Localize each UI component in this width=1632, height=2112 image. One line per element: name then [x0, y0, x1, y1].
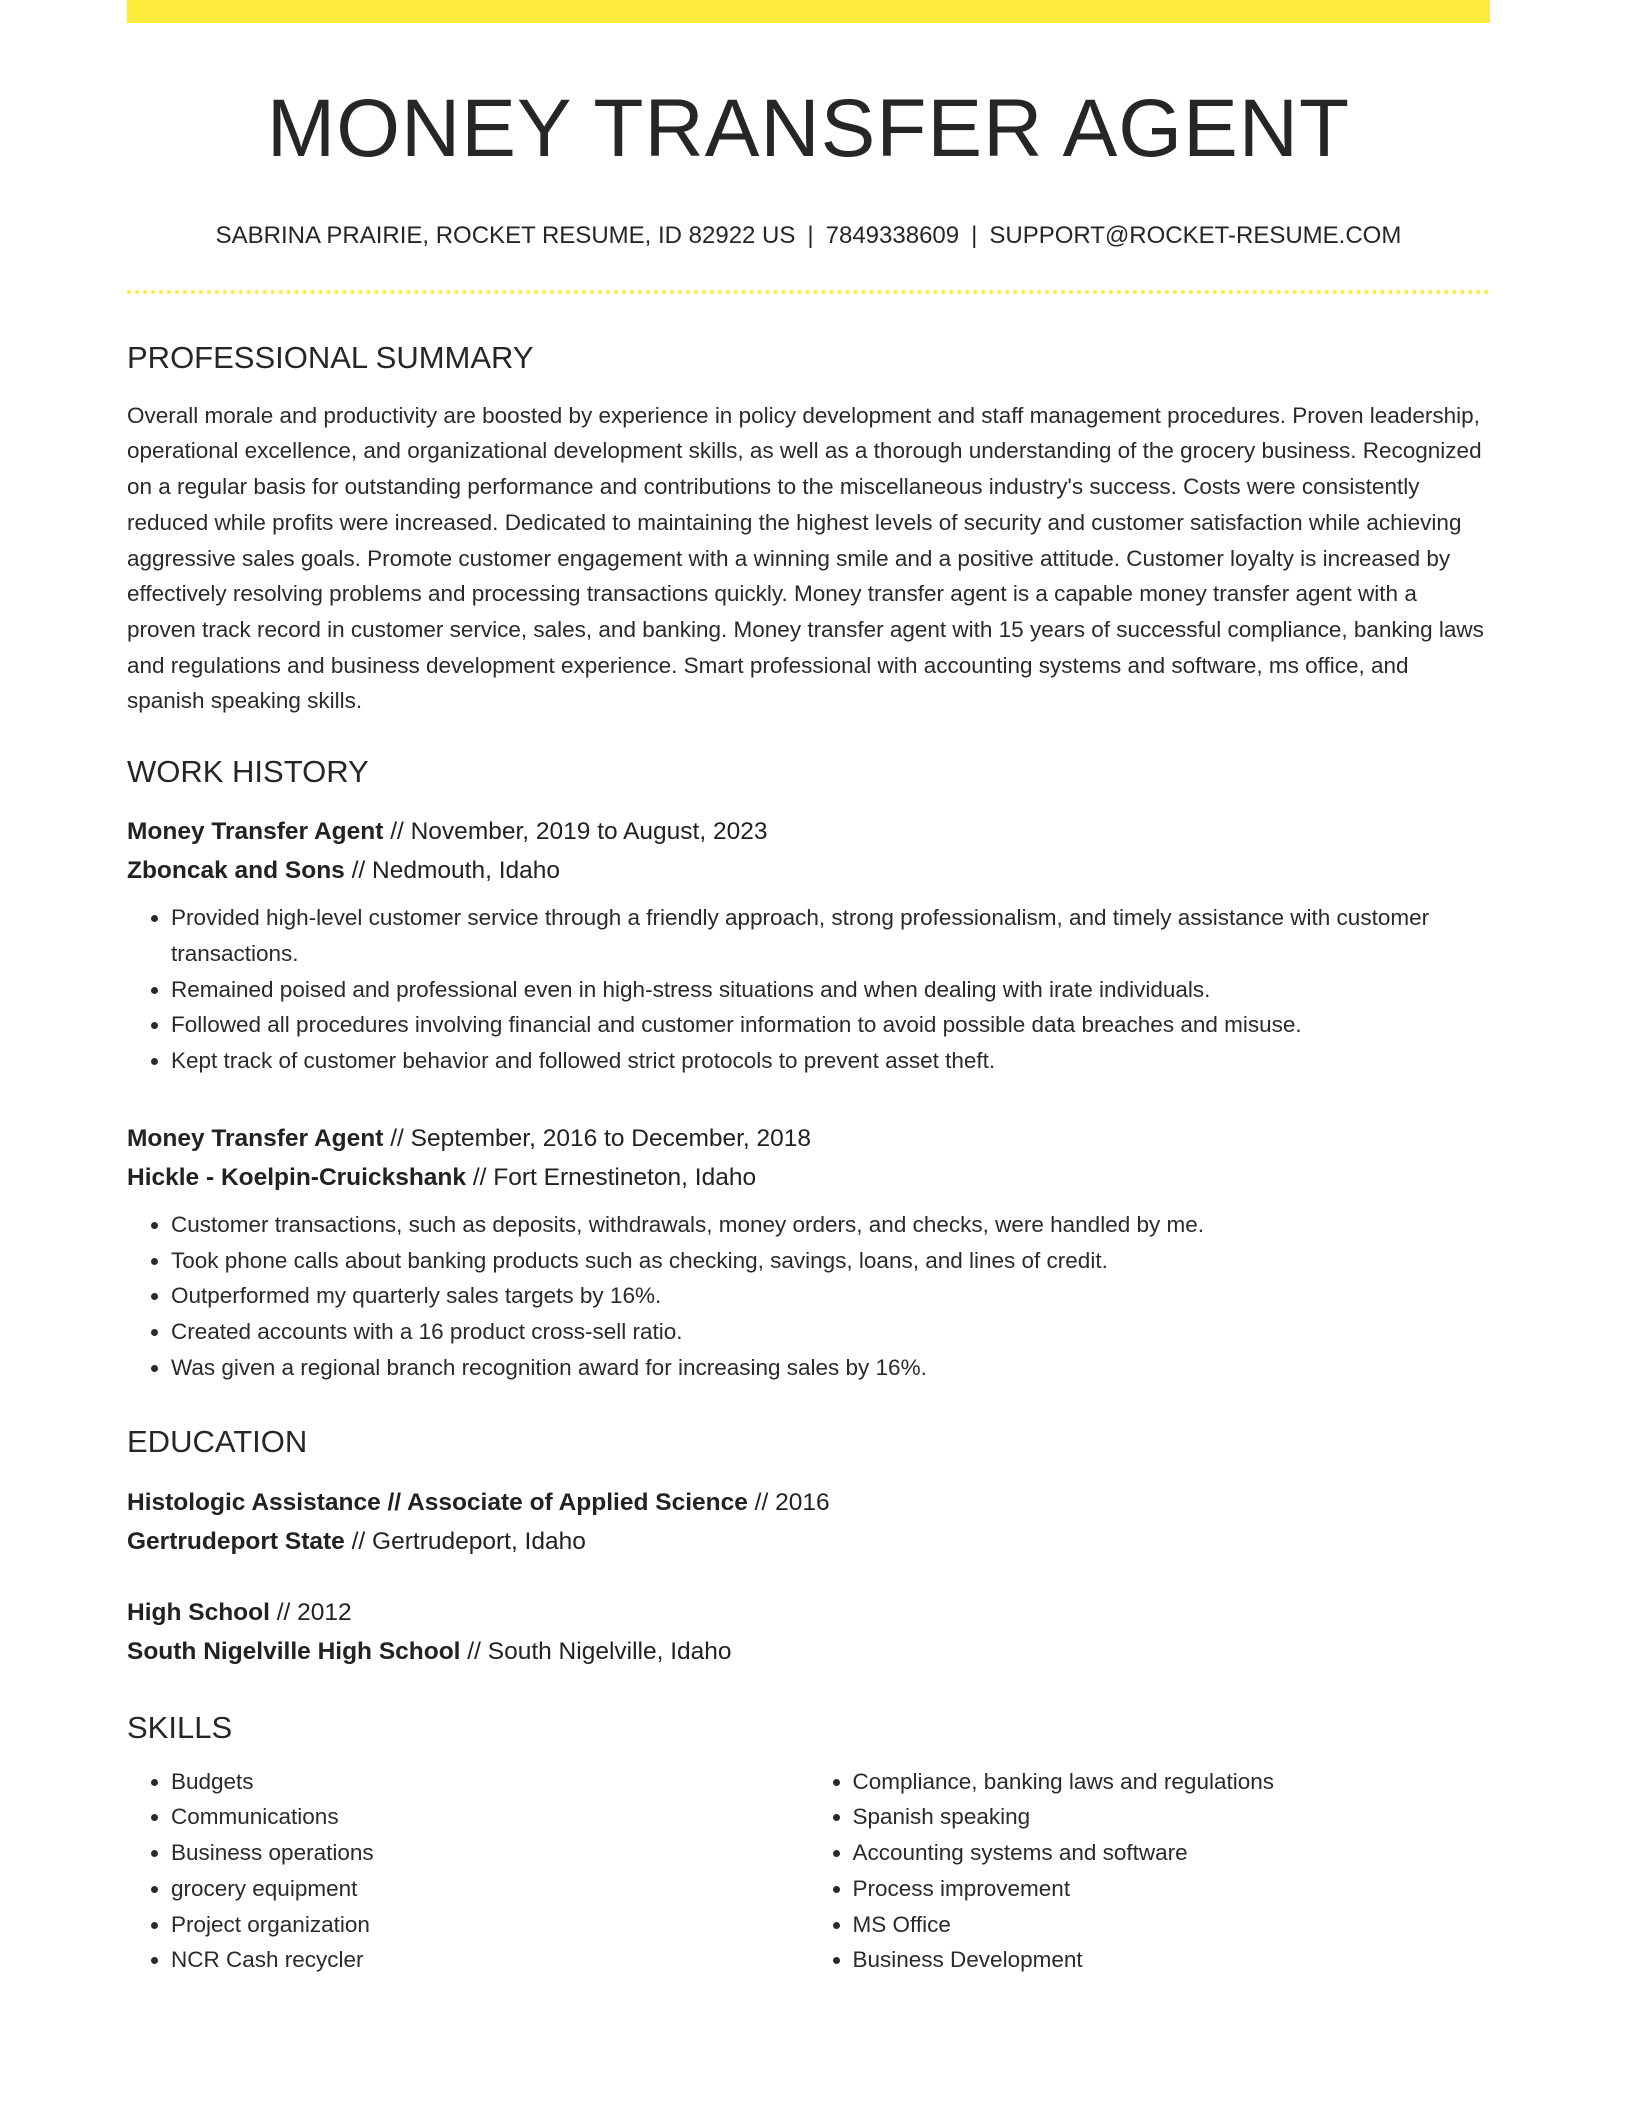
job-bullet: • Outperformed my quarterly sales targets by 16%. — [171, 1278, 1490, 1314]
job-dates: // September, 2016 to December, 2018 — [383, 1124, 812, 1152]
education-school: South Nigelville High School — [127, 1637, 461, 1665]
skills-list-left — [127, 1764, 809, 1978]
resume-name: MONEY TRANSFER AGENT — [266, 83, 1351, 174]
job-bullet: • Created accounts with a 16 product cross-sell ratio. — [171, 1314, 1490, 1350]
job-company-line — [127, 1158, 1490, 1197]
summary-text: Overall morale and productivity are boosted by experience in policy development and staff management procedures. Proven leadership, operational excellence, and organizational development skills, as well as a thorough understanding of the grocery business. Recognized on a regular basis for outstanding performance and contributions to the miscellaneous industry's success. Costs were consistently reduced while profits were increased. Dedicated to maintaining the highest levels of security and customer satisfaction while achieving aggressive sales goals. Promote customer engagement with a winning smile and a positive attitude. Customer loyalty is increased by effectively resolving problems and processing transactions quickly. Money transfer agent is a capable money transfer agent with a proven track record in customer service, sales, and banking. Money transfer agent with 15 years of successful compliance, banking laws and regulations and business development experience. Smart professional with accounting systems and software, ms office, and spanish speaking skills. — [127, 402, 1484, 714]
contact-separator: | — [971, 222, 978, 250]
education-location: // South Nigelville, Idaho — [460, 1637, 732, 1665]
job-dates: // November, 2019 to August, 2023 — [383, 818, 768, 846]
job-company-line — [127, 851, 1490, 890]
job-entry — [127, 812, 1490, 1079]
skill-item: • NCR Cash recycler — [171, 1942, 809, 1978]
education-year: // 2016 — [747, 1488, 830, 1516]
skills-heading: SKILLS — [127, 1709, 233, 1745]
education-entry — [127, 1483, 1490, 1561]
education-school-line — [127, 1632, 1490, 1671]
education-heading: EDUCATION — [127, 1424, 308, 1460]
job-bullets — [127, 900, 1490, 1079]
job-entry — [127, 1119, 1490, 1386]
contact-line — [127, 220, 1490, 251]
job-bullet: • Remained poised and professional even in high-stress situations and when dealing with irate individuals. — [171, 972, 1490, 1008]
education-entry — [127, 1593, 1490, 1671]
education-degree-line — [127, 1483, 1490, 1522]
dotted-divider — [127, 290, 1490, 294]
skill-item: • Business operations — [171, 1835, 809, 1871]
job-bullet: • Customer transactions, such as deposits, withdrawals, money orders, and checks, were handled by me. — [171, 1207, 1490, 1243]
job-bullet: • Took phone calls about banking products such as checking, savings, loans, and lines of credit. — [171, 1243, 1490, 1279]
skill-item: • Process improvement — [853, 1871, 1491, 1907]
job-location: // Fort Ernestineton, Idaho — [466, 1163, 757, 1191]
contact-email: SUPPORT@ROCKET-RESUME.COM — [989, 222, 1402, 250]
education-school: Gertrudeport State — [127, 1527, 345, 1555]
education-year: // 2012 — [269, 1598, 352, 1626]
contact-separator: | — [807, 222, 814, 250]
skill-item: • Communications — [171, 1799, 809, 1835]
skill-item: • Accounting systems and software — [853, 1835, 1491, 1871]
education-degree-line — [127, 1593, 1490, 1632]
education-location: // Gertrudeport, Idaho — [344, 1527, 586, 1555]
resume-page — [127, 0, 1490, 1978]
summary-heading: PROFESSIONAL SUMMARY — [127, 339, 534, 375]
skill-item: • grocery equipment — [171, 1871, 809, 1907]
skill-item: • Project organization — [171, 1907, 809, 1943]
job-role: Money Transfer Agent — [127, 1124, 384, 1152]
skill-item: • Spanish speaking — [853, 1799, 1491, 1835]
job-bullet: • Kept track of customer behavior and followed strict protocols to prevent asset theft. — [171, 1043, 1490, 1079]
skill-item: • Business Development — [853, 1942, 1491, 1978]
education-school-line — [127, 1522, 1490, 1561]
education-degree: High School — [127, 1598, 270, 1626]
job-company: Zboncak and Sons — [127, 857, 345, 885]
skills-columns — [127, 1764, 1490, 1978]
contact-phone: 7849338609 — [825, 222, 960, 250]
job-bullet: • Was given a regional branch recognition award for increasing sales by 16%. — [171, 1350, 1490, 1386]
contact-address: SABRINA PRAIRIE, ROCKET RESUME, ID 82922 US — [215, 222, 796, 250]
skill-item: • Compliance, banking laws and regulations — [853, 1764, 1491, 1800]
work-history-heading: WORK HISTORY — [127, 754, 369, 790]
job-bullets — [127, 1207, 1490, 1386]
job-company: Hickle - Koelpin-Cruickshank — [127, 1163, 467, 1191]
job-location: // Nedmouth, Idaho — [344, 857, 561, 885]
skills-list-right — [809, 1764, 1491, 1978]
job-title-line — [127, 812, 1490, 851]
skill-item: • Budgets — [171, 1764, 809, 1800]
skill-item: • MS Office — [853, 1907, 1491, 1943]
top-accent-bar — [127, 0, 1490, 23]
job-title-line — [127, 1119, 1490, 1158]
education-degree: Histologic Assistance // Associate of Applied Science — [127, 1488, 748, 1516]
job-bullet: • Followed all procedures involving financial and customer information to avoid possible data breaches and misuse. — [171, 1007, 1490, 1043]
job-bullet: • Provided high-level customer service through a friendly approach, strong professionalism, and timely assistance with customer transactions. — [171, 900, 1490, 971]
job-role: Money Transfer Agent — [127, 818, 384, 846]
